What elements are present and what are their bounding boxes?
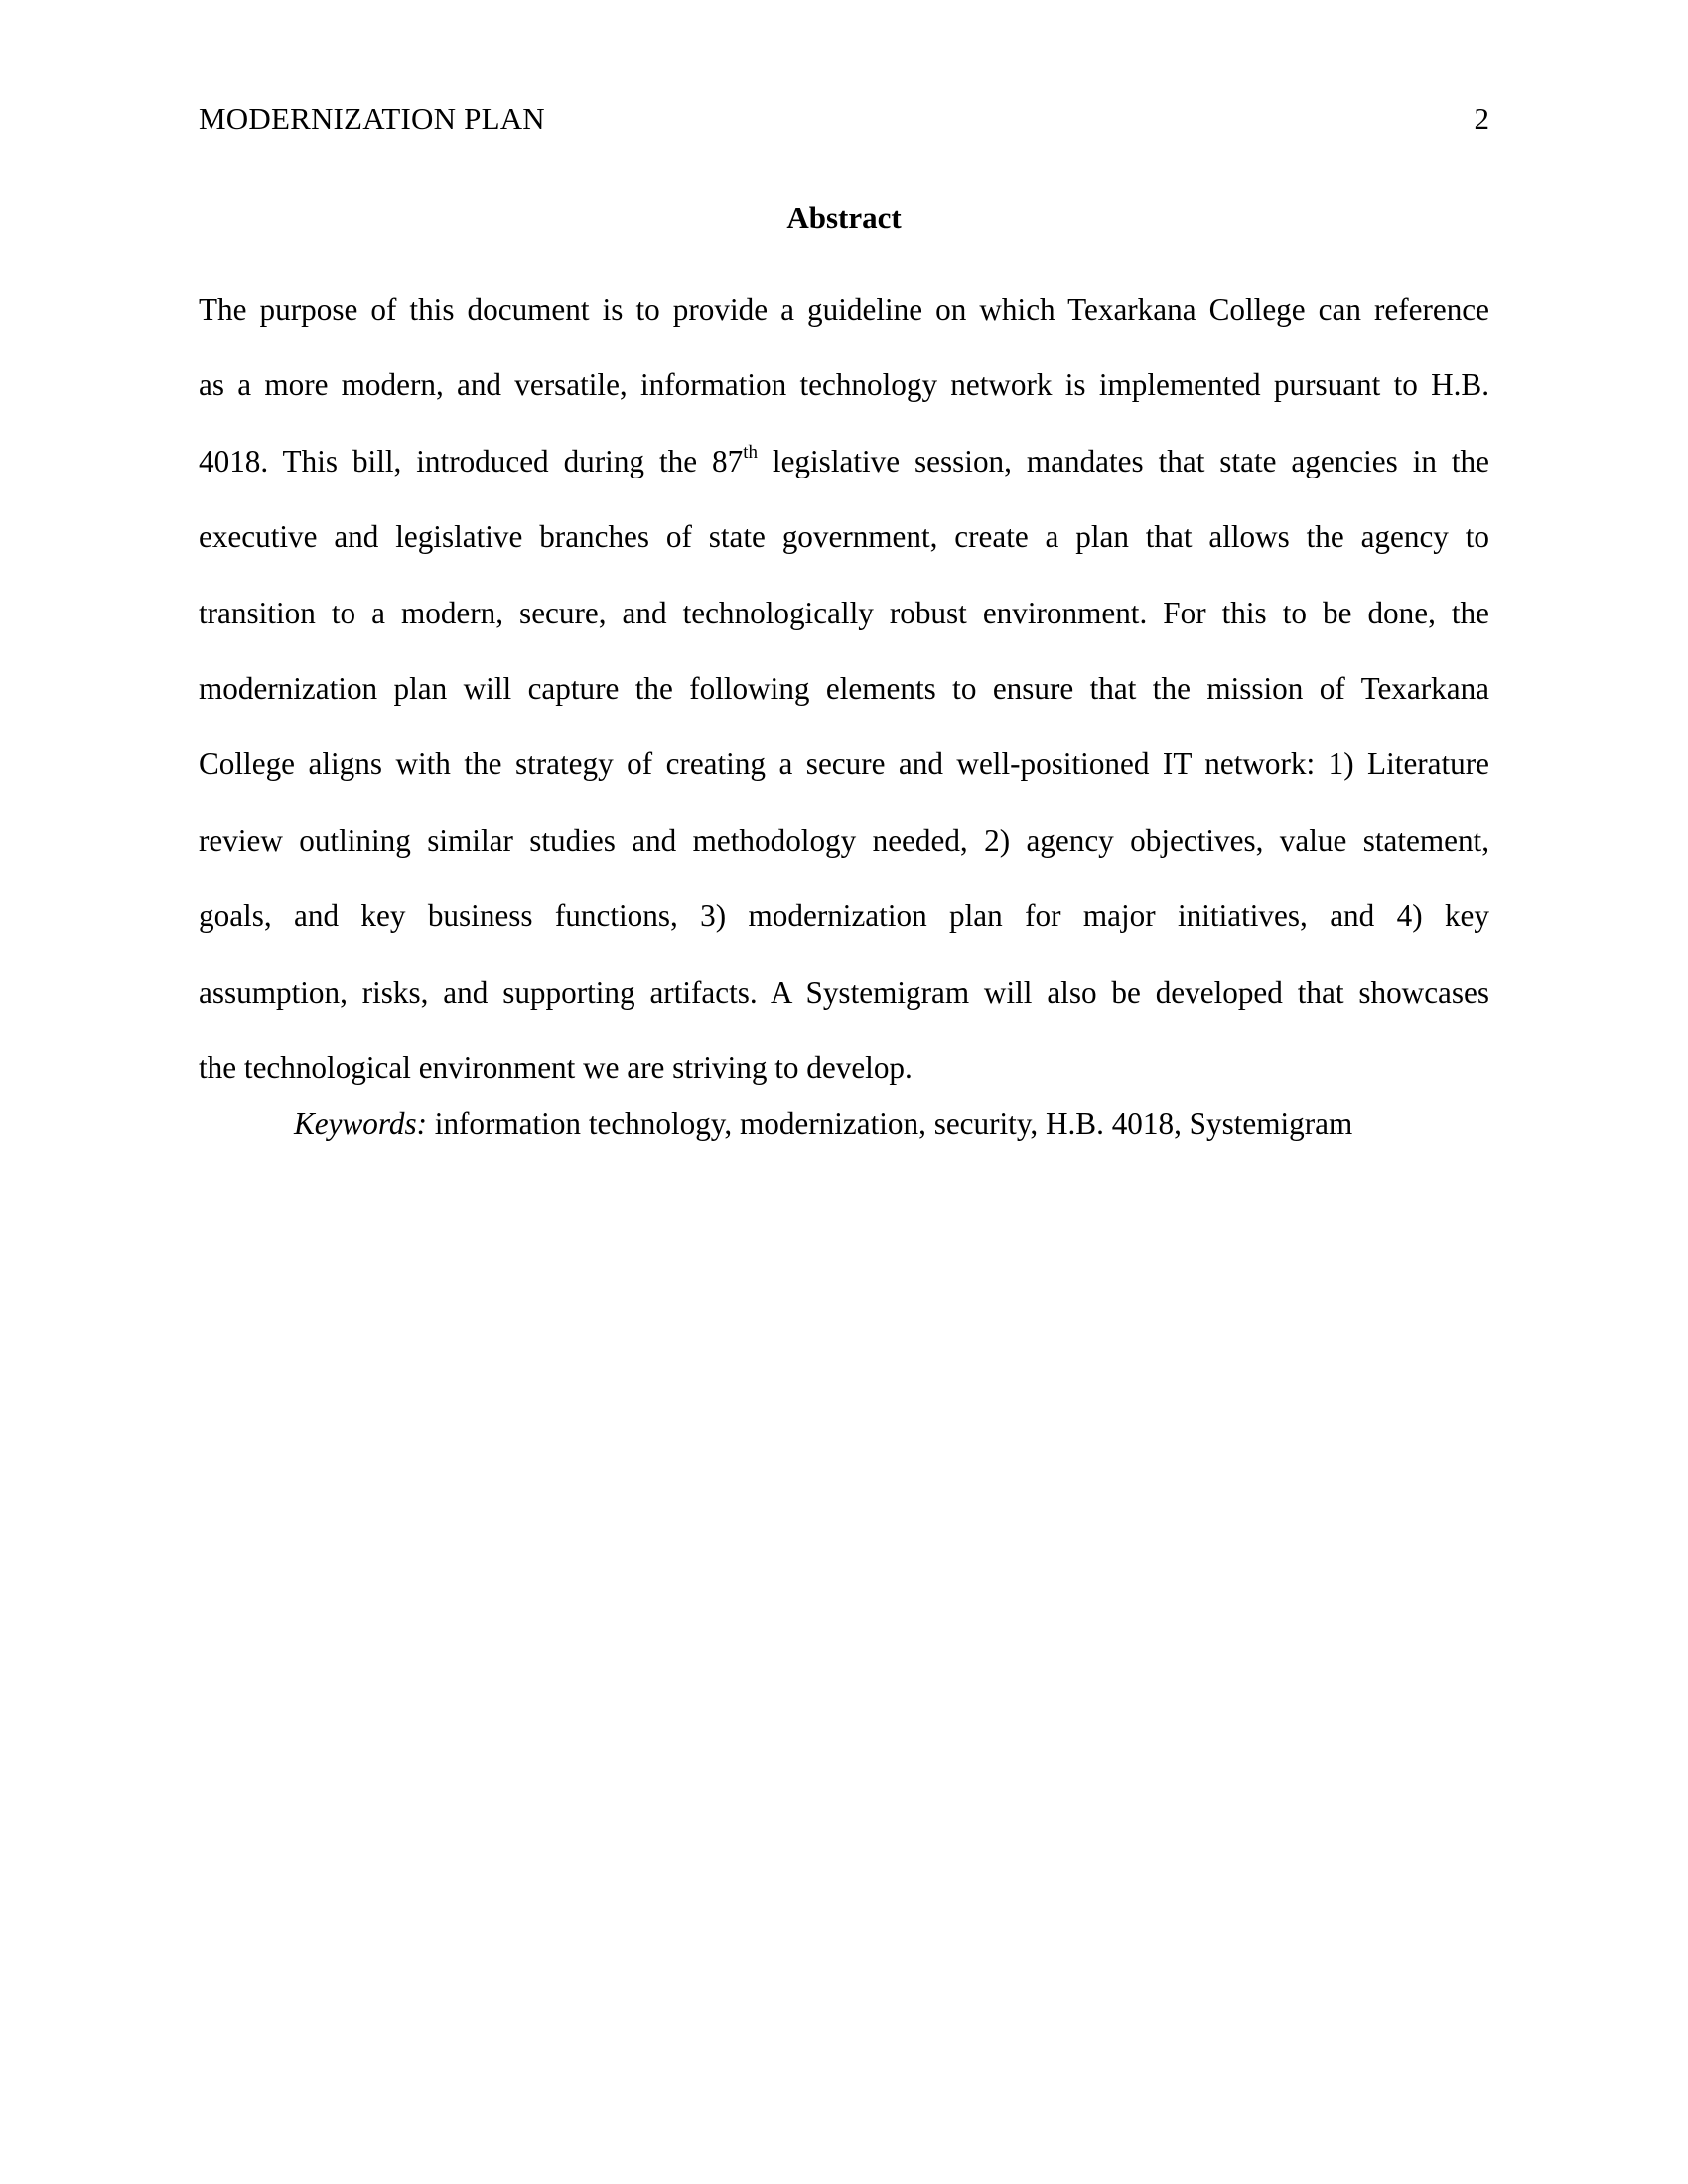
abstract-line: modernization plan will capture the following elements to ensure that the mission of Texarkana bbox=[199, 670, 1489, 706]
abstract-line: goals, and key business functions, 3) modernization plan for major initiatives, and 4) key bbox=[199, 898, 1489, 934]
abstract-text: legislative session, mandates that state agencies in the bbox=[757, 443, 1489, 478]
abstract-line: College aligns with the strategy of creating a secure and well-positioned IT network: 1) Literature bbox=[199, 747, 1489, 782]
keywords-line bbox=[294, 1104, 1352, 1144]
abstract-body bbox=[199, 272, 1489, 1106]
abstract-text: 4018. This bill, introduced during the 87 bbox=[199, 443, 744, 478]
abstract-line bbox=[199, 424, 1489, 499]
running-head: MODERNIZATION PLAN bbox=[199, 101, 545, 136]
keywords-text: information technology, modernization, security, H.B. 4018, Systemigram bbox=[426, 1106, 1353, 1141]
abstract-line: review outlining similar studies and methodology needed, 2) agency objectives, value statement, bbox=[199, 822, 1489, 858]
ordinal-superscript: th bbox=[743, 442, 758, 464]
page-number: 2 bbox=[1474, 101, 1489, 136]
abstract-line: assumption, risks, and supporting artifacts. A Systemigram will also be developed that showcases bbox=[199, 974, 1489, 1010]
abstract-line: The purpose of this document is to provide a guideline on which Texarkana College can reference bbox=[199, 292, 1489, 327]
abstract-line: the technological environment we are striving to develop. bbox=[199, 1049, 913, 1085]
abstract-line: executive and legislative branches of state government, create a plan that allows the agency to bbox=[199, 519, 1489, 555]
keywords-label: Keywords: bbox=[294, 1106, 427, 1141]
abstract-line: transition to a modern, secure, and technologically robust environment. For this to be done, the bbox=[199, 595, 1489, 630]
abstract-line: as a more modern, and versatile, information technology network is implemented pursuant to H.B. bbox=[199, 367, 1489, 403]
abstract-title: Abstract bbox=[786, 201, 902, 235]
